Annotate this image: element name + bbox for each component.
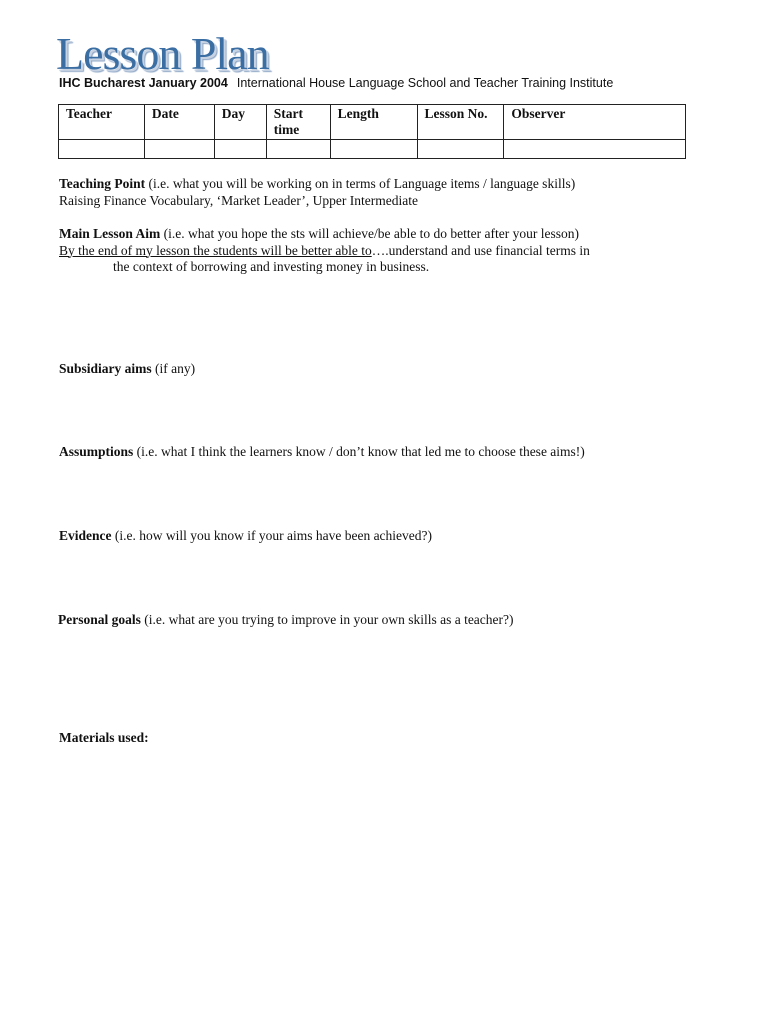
main-aim-section [59, 226, 590, 276]
column-lesson-no: Lesson No. [417, 105, 504, 140]
teaching-point-section [59, 176, 575, 209]
teaching-point-label: Teaching Point [59, 176, 146, 191]
document-subheader [59, 76, 613, 91]
evidence-hint: (i.e. how will you know if your aims have been achieved?) [111, 528, 433, 543]
evidence-section [59, 528, 432, 545]
column-observer: Observer [504, 105, 686, 140]
materials-label: Materials used: [59, 730, 149, 745]
main-aim-hint: (i.e. what you hope the sts will achieve/be able to do better after your lesson) [160, 226, 580, 241]
evidence-label: Evidence [59, 528, 112, 543]
cell-lesson-no[interactable] [417, 140, 504, 159]
document-title: Lesson Plan [56, 28, 269, 79]
assumptions-label: Assumptions [59, 444, 134, 459]
lesson-info-table [58, 104, 686, 159]
column-length: Length [330, 105, 417, 140]
teaching-point-heading [59, 176, 575, 193]
materials-section [59, 730, 149, 747]
main-aim-line-1 [59, 243, 590, 260]
personal-goals-label: Personal goals [58, 612, 141, 627]
teaching-point-hint: (i.e. what you will be working on in terms of Language items / language skills) [145, 176, 576, 191]
assumptions-hint: (i.e. what I think the learners know / don’t know that led me to choose these aims!) [133, 444, 585, 459]
subsidiary-aims-hint: (if any) [151, 361, 196, 376]
cell-start-time[interactable] [266, 140, 330, 159]
teaching-point-value: Raising Finance Vocabulary, ‘Market Leader’, Upper Intermediate [59, 192, 418, 208]
cell-teacher[interactable] [59, 140, 145, 159]
institute-name: International House Language School and Teacher Training Institute [236, 76, 614, 90]
assumptions-section [59, 444, 585, 461]
personal-goals-hint: (i.e. what are you trying to improve in your own skills as a teacher?) [140, 612, 514, 627]
table-header-row [59, 105, 686, 140]
main-aim-heading [59, 226, 590, 243]
cell-length[interactable] [330, 140, 417, 159]
main-aim-line-2: the context of borrowing and investing money in business. [113, 259, 430, 274]
cell-day[interactable] [214, 140, 266, 159]
main-aim-lead: By the end of my lesson the students will be better able to [59, 242, 372, 258]
subsidiary-aims-label: Subsidiary aims [59, 361, 152, 376]
column-teacher: Teacher [59, 105, 145, 140]
column-date: Date [144, 105, 214, 140]
org-date: IHC Bucharest January 2004 [59, 76, 228, 90]
table-row [59, 140, 686, 159]
column-start-time: Start time [266, 105, 330, 140]
column-day: Day [214, 105, 266, 140]
cell-observer[interactable] [504, 140, 686, 159]
personal-goals-section [58, 612, 514, 629]
cell-date[interactable] [144, 140, 214, 159]
main-aim-label: Main Lesson Aim [59, 226, 161, 241]
subsidiary-aims-section [59, 361, 195, 378]
main-aim-text: ….understand and use financial terms in [371, 242, 590, 258]
